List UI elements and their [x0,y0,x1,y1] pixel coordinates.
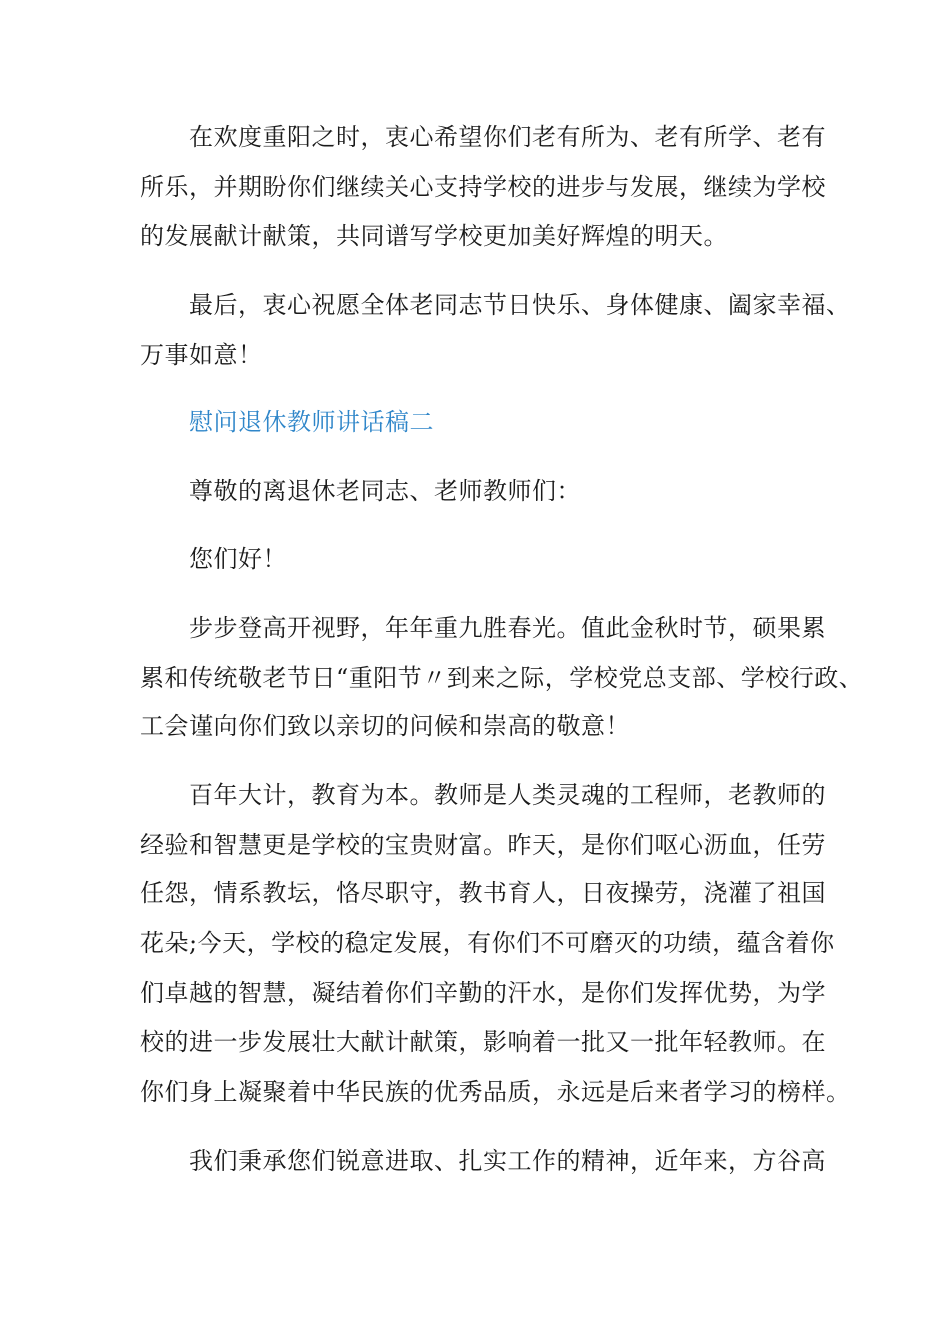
paragraph-line: 你们身上凝聚着中华民族的优秀品质，永远是后来者学习的榜样。 [140,1078,851,1106]
paragraph-line: 百年大计，教育为本。教师是人类灵魂的工程师，老教师的 [189,781,826,809]
paragraph-line: 我们秉承您们锐意进取、扎实工作的精神，近年来，方谷高 [189,1147,826,1175]
paragraph-line: 累和传统敬老节日“重阳节〃到来之际，学校党总支部、学校行政、 [140,664,864,692]
paragraph-line: 在欢度重阳之时，衷心希望你们老有所为、老有所学、老有 [189,123,826,151]
section-heading[interactable]: 慰问退休教师讲话稿二 [189,408,434,436]
paragraph-line: 校的进一步发展壮大献计献策，影响着一批又一批年轻教师。在 [140,1028,826,1056]
paragraph-line: 经验和智慧更是学校的宝贵财富。昨天，是你们呕心沥血，任劳 [140,831,826,859]
paragraph-line: 花朵;今天，学校的稳定发展，有你们不可磨灭的功绩，蕴含着你 [140,929,835,957]
paragraph-line: 们卓越的智慧，凝结着你们辛勤的汗水，是你们发挥优势，为学 [140,979,826,1007]
paragraph-line: 万事如意！ [140,341,263,369]
paragraph-line: 步步登高开视野，年年重九胜春光。值此金秋时节，硕果累 [189,614,826,642]
paragraph-line: 的发展献计献策，共同谱写学校更加美好辉煌的明天。 [140,222,728,250]
paragraph-line: 工会谨向你们致以亲切的问候和崇高的敬意！ [140,712,630,740]
paragraph-line: 所乐，并期盼你们继续关心支持学校的进步与发展，继续为学校 [140,173,826,201]
greeting: 您们好！ [189,545,287,573]
paragraph-line: 最后，衷心祝愿全体老同志节日快乐、身体健康、阖家幸福、 [189,291,851,319]
paragraph-line: 任怨，情系教坛，恪尽职守，教书育人，日夜操劳，浇灌了祖国 [140,879,826,907]
salutation: 尊敬的离退休老同志、老师教师们： [189,477,581,505]
